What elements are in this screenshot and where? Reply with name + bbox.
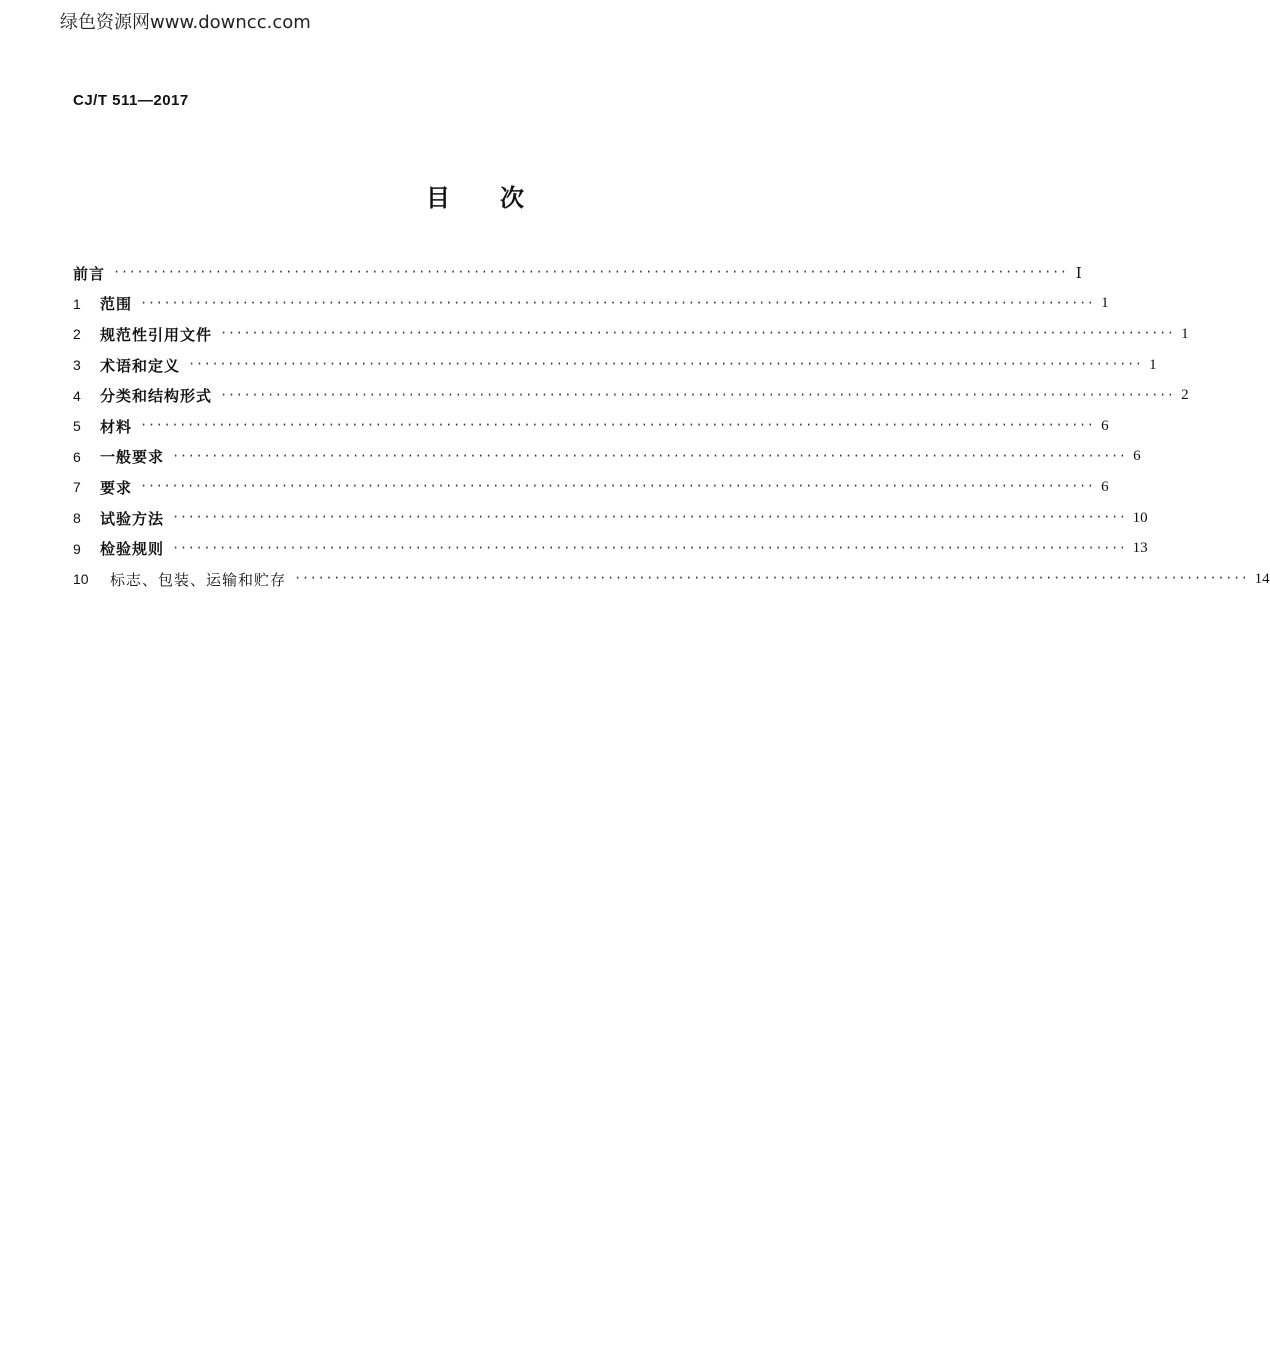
toc-entry-text: 分类和结构形式 xyxy=(100,387,213,406)
toc-entry-page: 1 xyxy=(1101,295,1109,312)
toc-entry-text: 材料 xyxy=(100,417,133,436)
toc-entry-text: 术语和定义 xyxy=(100,356,181,375)
toc-entry-number: 4 xyxy=(73,387,81,404)
toc-entry-page: 6 xyxy=(1101,478,1109,495)
toc-entry-number: 10 xyxy=(73,571,89,588)
toc-entry-classification[interactable] xyxy=(73,380,1189,411)
toc-entry-test-methods[interactable] xyxy=(73,503,1148,534)
toc-entry-number: 7 xyxy=(73,479,81,496)
toc-entry-page: 6 xyxy=(1101,417,1109,434)
toc-entry-number: 1 xyxy=(73,295,81,312)
toc-entry-number: 8 xyxy=(73,510,81,527)
toc-entry-requirements[interactable] xyxy=(73,472,1109,503)
toc-leader-dots: ·························································································································· xyxy=(140,418,1095,433)
toc-entry-materials[interactable] xyxy=(73,411,1109,442)
toc-entry-text: 规范性引用文件 xyxy=(100,325,213,344)
toc-leader-dots: ·························································································································· xyxy=(188,357,1143,372)
toc-leader-dots: ·························································································································· xyxy=(172,540,1127,555)
toc-leader-dots: ·························································································································· xyxy=(140,295,1095,310)
toc-entry-normative-references[interactable] xyxy=(73,319,1189,350)
toc-entry-number: 5 xyxy=(73,418,81,435)
toc-entry-text: 标志、包装、运输和贮存 xyxy=(110,570,287,589)
toc-entry-number: 3 xyxy=(73,357,81,374)
toc-entry-page: Ⅰ xyxy=(1075,265,1082,282)
toc-leader-dots: ·························································································································· xyxy=(172,448,1127,463)
table-of-contents xyxy=(73,258,1270,595)
toc-entry-page: 6 xyxy=(1133,448,1141,465)
toc-entry-terms-definitions[interactable] xyxy=(73,350,1157,381)
toc-entry-inspection-rules[interactable] xyxy=(73,533,1148,564)
watermark-text: 绿色资源网www.downcc.com xyxy=(60,12,311,33)
toc-entry-page: 13 xyxy=(1132,540,1148,557)
toc-leader-dots: ·························································································································· xyxy=(113,265,1068,280)
toc-entry-foreword[interactable] xyxy=(73,258,1082,289)
toc-entry-text: 试验方法 xyxy=(100,509,165,528)
toc-entry-scope[interactable] xyxy=(73,289,1109,320)
toc-entry-page: 14 xyxy=(1254,570,1270,587)
toc-entry-number: 2 xyxy=(73,326,81,343)
toc-entry-page: 10 xyxy=(1132,509,1148,526)
toc-entry-page: 2 xyxy=(1181,387,1189,404)
toc-entry-number: 6 xyxy=(73,448,81,465)
toc-leader-dots: ·························································································································· xyxy=(140,479,1095,494)
toc-entry-text: 前言 xyxy=(73,264,106,283)
toc-entry-text: 检验规则 xyxy=(100,540,165,559)
toc-entry-page: 1 xyxy=(1181,325,1189,342)
toc-leader-dots: ·························································································································· xyxy=(220,387,1175,402)
toc-entry-text: 范围 xyxy=(100,295,133,314)
toc-entry-marking-packaging[interactable] xyxy=(73,564,1270,595)
document-code: CJ/T 511—2017 xyxy=(73,92,189,109)
toc-leader-dots: ·························································································································· xyxy=(220,326,1175,341)
toc-entry-text: 要求 xyxy=(100,478,133,497)
toc-entry-number: 9 xyxy=(73,540,81,557)
toc-leader-dots: ·························································································································· xyxy=(294,571,1249,586)
toc-entry-general-requirements[interactable] xyxy=(73,442,1141,473)
toc-leader-dots: ·························································································································· xyxy=(172,510,1127,525)
toc-entry-text: 一般要求 xyxy=(100,448,165,467)
toc-entry-page: 1 xyxy=(1149,356,1157,373)
toc-title: 目次 xyxy=(426,184,574,212)
